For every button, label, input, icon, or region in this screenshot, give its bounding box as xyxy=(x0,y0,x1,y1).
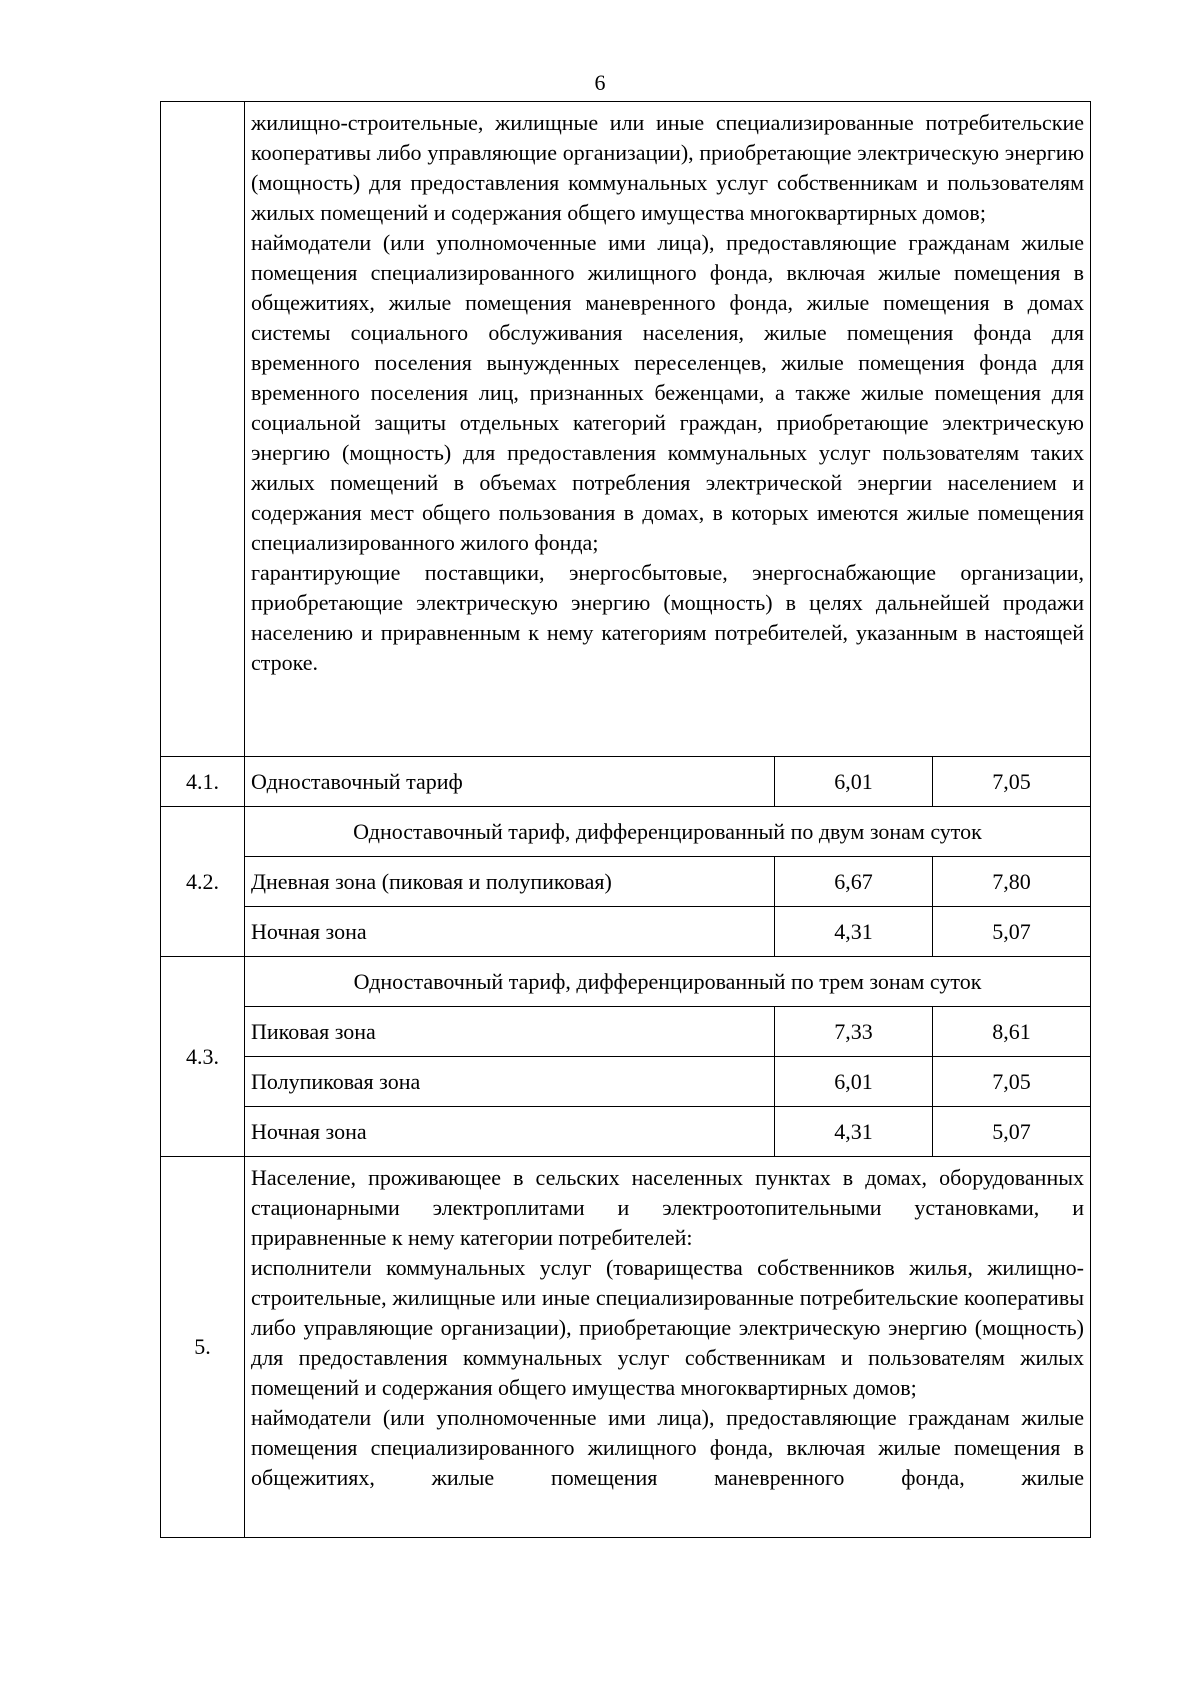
row-5-text-cell xyxy=(245,1157,1091,1538)
zone-value-2: 7,80 xyxy=(933,857,1091,907)
zone-value-1: 4,31 xyxy=(775,907,933,957)
table-row-4-1 xyxy=(161,757,1091,807)
paragraph-executors: исполнители коммунальных услуг (товарищества собственников жилья, жилищно-строительные, жилищные или иные специализированные потребительские кооперативы либо управляющие организации), приобретающие электрическую энергию (мощность) для предоставления коммунальных услуг собственникам и пользователям жилых помещений и содержания общего имущества многоквартирных домов; xyxy=(251,1255,1084,1400)
zone-label: Дневная зона (пиковая и полупиковая) xyxy=(245,857,775,907)
subheader-three-zones: Одноставочный тариф, дифференцированный по трем зонам суток xyxy=(245,957,1091,1007)
tariff-label-4-1: Одноставочный тариф xyxy=(245,757,775,807)
zone-value-1: 7,33 xyxy=(775,1007,933,1057)
subheader-two-zones: Одноставочный тариф, дифференцированный по двум зонам суток xyxy=(245,807,1091,857)
row-number-4-2: 4.2. xyxy=(161,807,245,957)
paragraph-executors: жилищно-строительные, жилищные или иные специализированные потребительские кооперативы либо управляющие организации), приобретающие электрическую энергию (мощность) для предоставления коммунальных услуг собственникам и пользователям жилых помещений и содержания общего имущества многоквартирных домов; xyxy=(251,110,1084,225)
table-row-4-2-night xyxy=(161,907,1091,957)
zone-value-1: 6,67 xyxy=(775,857,933,907)
zone-value-2: 8,61 xyxy=(933,1007,1091,1057)
zone-value-1: 4,31 xyxy=(775,1107,933,1157)
table-row-4-3-night xyxy=(161,1107,1091,1157)
page-number: 6 xyxy=(594,70,606,95)
row-number-4-3: 4.3. xyxy=(161,957,245,1157)
table-row-4-3-header xyxy=(161,957,1091,1007)
zone-value-2: 5,07 xyxy=(933,907,1091,957)
zone-label: Ночная зона xyxy=(245,907,775,957)
paragraph-landlords: наймодатели (или уполномоченные ими лица), предоставляющие гражданам жилые помещения специализированного жилищного фонда, включая жилые помещения в общежитиях, жилые помещения маневренного фонда, жилые помещения в домах системы социального обслуживания населения, жилые помещения фонда для временного поселения вынужденных переселенцев, жилые помещения фонда для временного поселения лиц, признанных беженцами, а также жилые помещения для социальной защиты отдельных категорий граждан, приобретающие электрическую энергию (мощность) для предоставления коммунальных услуг пользователям таких жилых помещений в объемах потребления электрической энергии населением и содержания мест общего пользования в домах, в которых имеются жилые помещения специализированного жилого фонда; xyxy=(251,230,1084,555)
tariff-table xyxy=(160,101,1091,1538)
table-row-4-2-day xyxy=(161,857,1091,907)
row-number-5: 5. xyxy=(161,1157,245,1538)
table-row-continuation xyxy=(161,102,1091,757)
tariff-value-2-4-1: 7,05 xyxy=(933,757,1091,807)
zone-label: Пиковая зона xyxy=(245,1007,775,1057)
zone-label: Ночная зона xyxy=(245,1107,775,1157)
zone-value-2: 7,05 xyxy=(933,1057,1091,1107)
row-number-4-1: 4.1. xyxy=(161,757,245,807)
zone-value-2: 5,07 xyxy=(933,1107,1091,1157)
paragraph-landlords: наймодатели (или уполномоченные ими лица), предоставляющие гражданам жилые помещения специализированного жилищного фонда, включая жилые помещения в общежитиях, жилые помещения маневренного фонда, жилые xyxy=(251,1405,1084,1490)
zone-label: Полупиковая зона xyxy=(245,1057,775,1107)
table-row-4-2-header xyxy=(161,807,1091,857)
table-row-4-3-semipeak xyxy=(161,1057,1091,1107)
row-number-cell-empty xyxy=(161,102,245,757)
tariff-value-1-4-1: 6,01 xyxy=(775,757,933,807)
continuation-text-cell xyxy=(245,102,1091,757)
paragraph-rural-population: Население, проживающее в сельских населенных пунктах в домах, оборудованных стационарными электроплитами и электроотопительными установками, и приравненные к нему категории потребителей: xyxy=(251,1165,1084,1250)
zone-value-1: 6,01 xyxy=(775,1057,933,1107)
paragraph-suppliers: гарантирующие поставщики, энергосбытовые, энергоснабжающие организации, приобретающие электрическую энергию (мощность) в целях дальнейшей продажи населению и приравненным к нему категориям потребителей, указанным в настоящей строке. xyxy=(251,560,1084,675)
table-row-5 xyxy=(161,1157,1091,1538)
table-row-4-3-peak xyxy=(161,1007,1091,1057)
